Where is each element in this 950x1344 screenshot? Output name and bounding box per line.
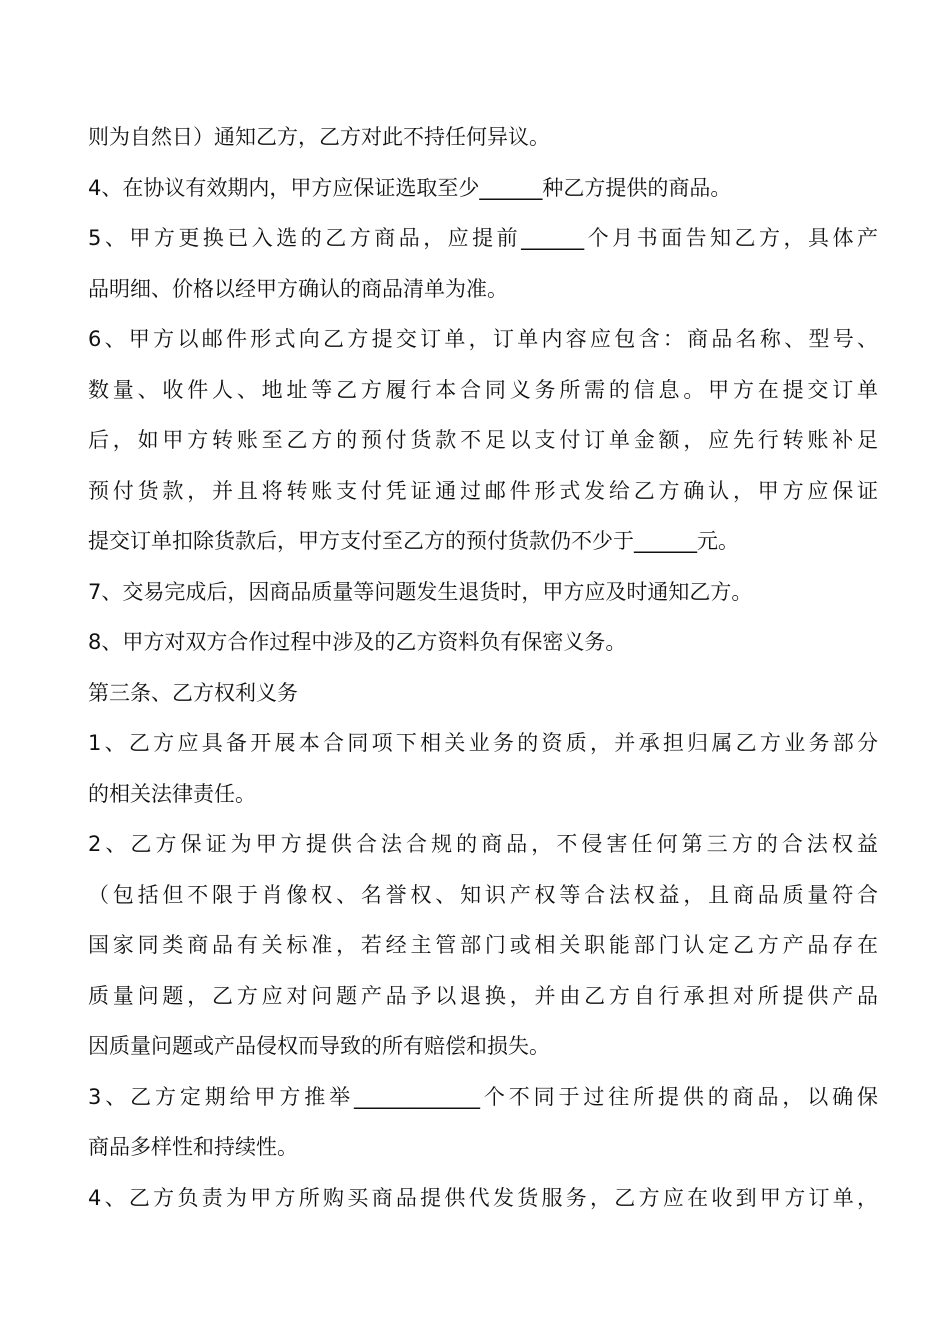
text-line-19: 因质量问题或产品侵权而导致的所有赔偿和损失。: [88, 1034, 550, 1058]
text-line-8: 预付货款，并且将转账支付凭证通过邮件形式发给乙方确认，甲方应保证: [88, 478, 878, 503]
contract-text-body: [88, 112, 878, 1223]
text-line-11: 8、甲方对双方合作过程中涉及的乙方资料负有保密义务。: [88, 630, 627, 654]
text-line-10: 7、交易完成后，因商品质量等问题发生退货时，甲方应及时通知乙方。: [88, 579, 753, 604]
text-line-15: 2、乙方保证为甲方提供合法合规的商品，不侵害任何第三方的合法权益: [88, 832, 878, 856]
text-line-1: 则为自然日）通知乙方，乙方对此不持任何异议。: [88, 125, 550, 149]
text-line-13: 1、乙方应具备开展本合同项下相关业务的资质，并承担归属乙方业务部分: [88, 731, 878, 755]
text-line-5: 6、甲方以邮件形式向乙方提交订单，订单内容应包含：商品名称、型号、: [88, 327, 878, 351]
text-line-20: 3、乙方定期给甲方推举____________个不同于过往所提供的商品，以确保: [88, 1084, 878, 1109]
text-line-17: 国家同类商品有关标准，若经主管部门或相关职能部门认定乙方产品存在: [88, 933, 878, 957]
text-line-22: 4、乙方负责为甲方所购买商品提供代发货服务，乙方应在收到甲方订单，: [88, 1185, 878, 1210]
text-line-14: 的相关法律责任。: [88, 781, 256, 806]
text-line-16: （包括但不限于肖像权、名誉权、知识产权等合法权益，且商品质量符合: [88, 882, 878, 907]
section-heading-article-3: 第三条、乙方权利义务: [88, 680, 298, 705]
text-line-21: 商品多样性和持续性。: [88, 1135, 298, 1159]
text-line-9: 提交订单扣除货款后，甲方支付至乙方的预付货款仍不少于______元。: [88, 529, 739, 553]
text-line-6: 数量、收件人、地址等乙方履行本合同义务所需的信息。甲方在提交订单: [88, 377, 878, 402]
text-line-2: 4、在协议有效期内，甲方应保证选取至少______种乙方提供的商品。: [88, 175, 732, 200]
text-line-3: 5、甲方更换已入选的乙方商品，应提前______个月书面告知乙方，具体产: [88, 226, 878, 250]
text-line-7: 后，如甲方转账至乙方的预付货款不足以支付订单金额，应先行转账补足: [88, 428, 878, 452]
text-line-4: 品明细、价格以经甲方确认的商品清单为准。: [88, 276, 508, 301]
text-line-18: 质量问题，乙方应对问题产品予以退换，并由乙方自行承担对所提供产品: [88, 983, 878, 1008]
